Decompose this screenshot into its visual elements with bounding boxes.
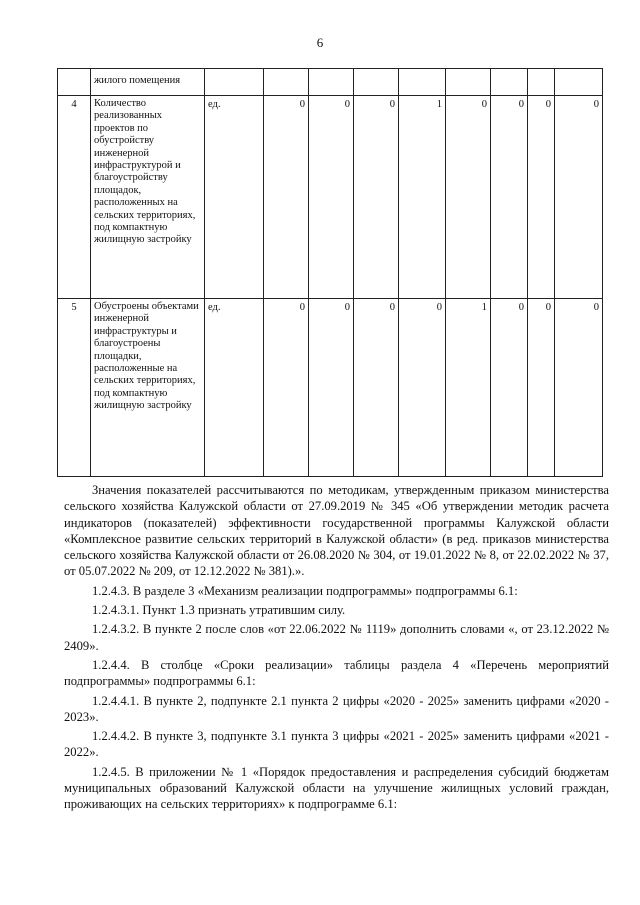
table-row <box>58 69 603 96</box>
value-cell: 0 <box>354 96 399 299</box>
value-cell: 1 <box>446 299 491 477</box>
value-cell: 0 <box>555 299 603 477</box>
paragraph: 1.2.4.4.1. В пункте 2, подпункте 2.1 пункта 2 цифры «2020 - 2025» заменить цифрами «2020 - 2023». <box>64 693 609 724</box>
value-cell: 0 <box>528 96 555 299</box>
indicators-table <box>57 68 603 477</box>
value-cell: 0 <box>399 299 446 477</box>
page-number: 6 <box>316 35 324 50</box>
value-cell: 0 <box>264 299 309 477</box>
row-number-cell: 5 <box>58 299 91 477</box>
paragraph: 1.2.4.4.2. В пункте 3, подпункте 3.1 пункта 3 цифры «2021 - 2025» заменить цифрами «2021 - 2022». <box>64 729 609 760</box>
value-cell <box>446 69 491 96</box>
value-cell: 0 <box>491 299 528 477</box>
paragraph: 1.2.4.3. В разделе 3 «Механизм реализации подпрограммы» подпрограммы 6.1: <box>92 583 518 598</box>
value-cell <box>528 69 555 96</box>
indicator-name-cell: жилого помещения <box>91 69 205 96</box>
value-cell: 0 <box>264 96 309 299</box>
value-cell <box>491 69 528 96</box>
table-row <box>58 299 603 477</box>
row-number-cell <box>58 69 91 96</box>
indicator-name-cell: Обустроены объектами инженерной инфраструктуры и благоустроены площадки, расположенные на сельских территориях, под компактную жилищную застройку <box>91 299 205 477</box>
value-cell: 0 <box>555 96 603 299</box>
document-body <box>64 482 609 813</box>
paragraph: 1.2.4.4. В столбце «Сроки реализации» таблицы раздела 4 «Перечень мероприятий подпрограммы» подпрограммы 6.1: <box>64 657 609 689</box>
value-cell: 1 <box>399 96 446 299</box>
paragraph: 1.2.4.3.2. В пункте 2 после слов «от 22.06.2022 № 1119» дополнить словами «, от 23.12.2022 № 2409». <box>64 622 609 653</box>
row-number-cell: 4 <box>58 96 91 299</box>
indicator-name-cell: Количество реализованных проектов по обустройству инженерной инфраструктурой и благоустройству площадок, расположенных на сельских территориях, под компактную жилищную застройку <box>91 96 205 299</box>
paragraph: 1.2.4.5. В приложении № 1 «Порядок предоставления и распределения субсидий бюджетам муниципальных образований Калужской области на улучшение жилищных условий граждан, проживающих на сельских территориях» к подпрограмме 6.1: <box>64 764 609 812</box>
value-cell <box>264 69 309 96</box>
value-cell: 0 <box>354 299 399 477</box>
value-cell: 0 <box>446 96 491 299</box>
value-cell <box>354 69 399 96</box>
paragraph: 1.2.4.3.1. Пункт 1.3 признать утратившим силу. <box>92 603 346 618</box>
value-cell: 0 <box>528 299 555 477</box>
value-cell: 0 <box>309 96 354 299</box>
value-cell: 0 <box>309 299 354 477</box>
value-cell <box>309 69 354 96</box>
unit-cell: ед. <box>205 299 264 477</box>
value-cell <box>399 69 446 96</box>
unit-cell: ед. <box>205 96 264 299</box>
paragraph: Значения показателей рассчитываются по методикам, утвержденным приказом министерства сельского хозяйства Калужской области от 27.09.2019 № 345 «Об утверждении методик расчета индикаторов (показателей) эффективности государственной программы Калужской области «Комплексное развитие сельских территорий в Калужской области» (в ред. приказов министерства сельского хозяйства Калужской области от 26.08.2020 № 304, от 19.01.2022 № 8, от 22.02.2022 № 37, от 05.07.2022 № 209, от 12.12.2022 № 381).». <box>64 483 609 579</box>
table-row <box>58 96 603 299</box>
value-cell: 0 <box>491 96 528 299</box>
unit-cell <box>205 69 264 96</box>
value-cell <box>555 69 603 96</box>
